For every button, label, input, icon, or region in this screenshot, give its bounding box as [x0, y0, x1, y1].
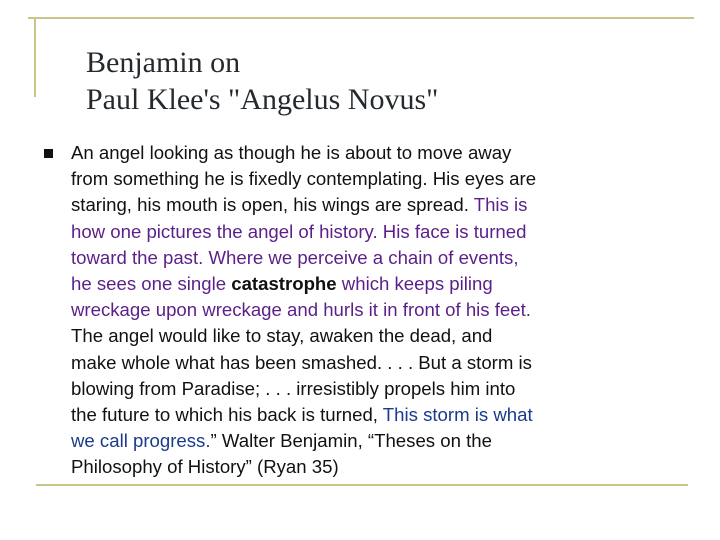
text-segment: make whole what has been smashed. . . . But a storm is	[71, 351, 532, 373]
text-segment: he sees one single	[71, 273, 232, 295]
text-line	[71, 192, 691, 218]
text-line	[71, 297, 691, 323]
text-line	[71, 402, 691, 428]
text-segment: staring, his mouth is open, his wings are spread.	[71, 194, 474, 216]
title-line-2: Paul Klee's "Angelus Novus"	[86, 83, 439, 116]
text-line	[71, 350, 691, 376]
text-segment: which keeps piling	[336, 273, 493, 295]
text-segment: The angel would like to stay, awaken the dead, and	[71, 325, 493, 347]
text-segment: Philosophy of History” (Ryan 35)	[71, 456, 339, 478]
frame-line-top	[28, 17, 694, 19]
text-segment: ” Walter Benjamin, “Theses on the	[210, 430, 492, 452]
text-segment: from something he is fixedly contemplating. His eyes are	[71, 168, 537, 190]
text-line	[71, 271, 691, 297]
bullet-text	[71, 140, 691, 481]
text-segment: This storm is what	[382, 404, 533, 426]
slide-title	[86, 44, 686, 118]
text-line	[71, 454, 691, 480]
text-line	[71, 428, 691, 454]
text-segment: toward the past. Where we perceive a chain of events,	[71, 246, 519, 268]
text-line	[71, 140, 691, 166]
text-line	[71, 245, 691, 271]
text-segment: An angel looking as though he is about to move away	[71, 142, 512, 163]
text-line	[71, 166, 691, 192]
text-segment: how one pictures the angel of history. His face is turned	[71, 220, 527, 242]
frame-line-left	[34, 17, 36, 97]
title-line-1: Benjamin on	[86, 46, 241, 79]
text-segment: This is	[473, 194, 528, 216]
text-line	[71, 323, 691, 349]
text-segment: catastrophe	[231, 273, 337, 295]
text-segment: we call progress.	[71, 430, 211, 452]
text-segment: blowing from Paradise; . . . irresistibly propels him into	[71, 377, 516, 399]
text-line	[71, 376, 691, 402]
text-segment: the future to which his back is turned,	[71, 404, 383, 426]
text-line	[71, 219, 691, 245]
bullet-square-icon	[44, 149, 53, 158]
text-segment: wreckage upon wreckage and hurls it in front of his feet.	[71, 299, 531, 321]
frame-line-bottom	[36, 484, 688, 486]
